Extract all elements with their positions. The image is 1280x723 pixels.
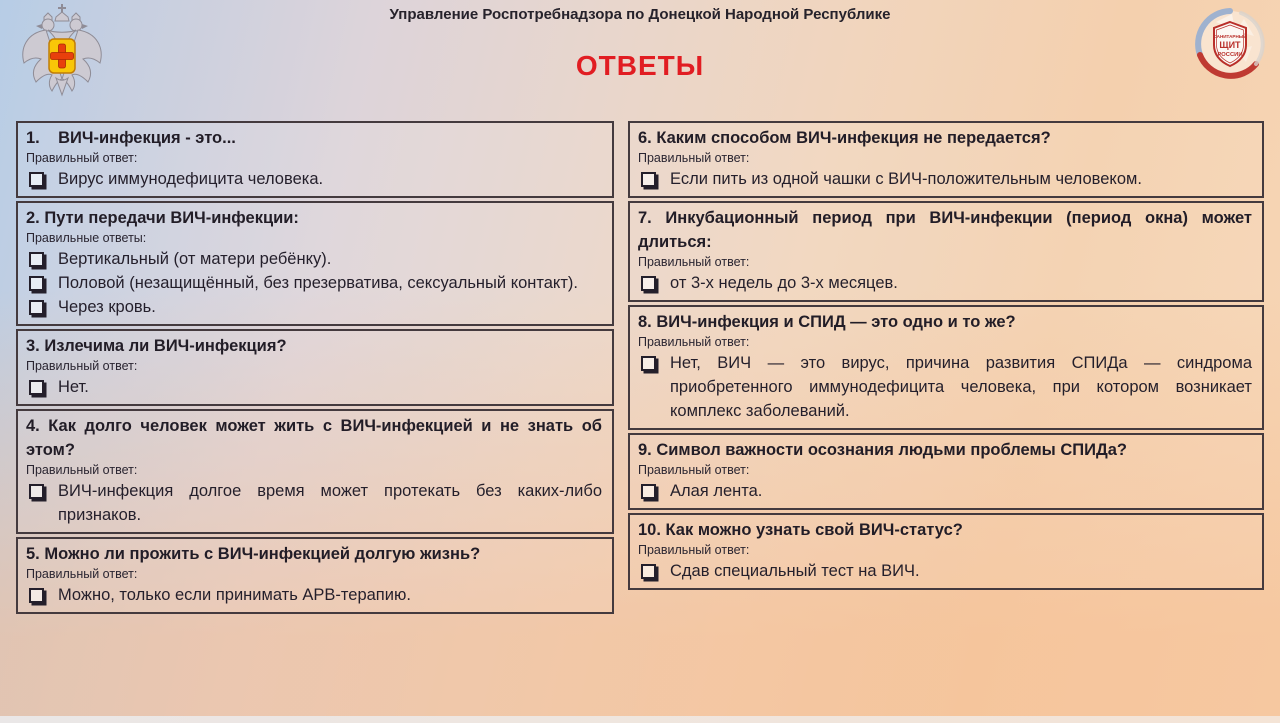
checkbox-icon xyxy=(29,276,44,291)
answer-item xyxy=(638,271,1252,295)
qa-box xyxy=(16,201,614,326)
answer-text: Нет. xyxy=(58,378,89,396)
answer-item xyxy=(26,583,602,607)
answer-item xyxy=(638,351,1252,423)
qa-box xyxy=(628,121,1264,198)
answer-label: Правильный ответ: xyxy=(638,335,750,349)
checkbox-icon xyxy=(29,172,44,187)
answer-text: Половой (незащищённый, без презерватива, сексуальный контакт). xyxy=(58,274,578,292)
left-column xyxy=(16,121,614,614)
answer-item xyxy=(638,479,1252,503)
checkbox-icon xyxy=(641,276,656,291)
qa-box xyxy=(16,121,614,198)
qa-box xyxy=(16,409,614,534)
qa-box xyxy=(628,433,1264,510)
answer-label: Правильный ответ: xyxy=(638,151,750,165)
checkbox-icon xyxy=(29,380,44,395)
qa-box xyxy=(16,329,614,406)
answer-item xyxy=(26,247,602,271)
shield-text-line1: САНИТАРНЫЙ xyxy=(1213,34,1247,39)
question-text: 9. Символ важности осознания людьми проблемы СПИДа? xyxy=(638,441,1128,459)
answer-label: Правильный ответ: xyxy=(26,567,138,581)
checkbox-icon xyxy=(29,252,44,267)
checkbox-icon xyxy=(641,564,656,579)
question-text: 7. Инкубационный период при ВИЧ-инфекции (период окна) может длиться: xyxy=(638,209,1252,251)
qa-box xyxy=(628,513,1264,590)
answer-label: Правильные ответы: xyxy=(26,231,147,245)
answer-text: Можно, только если принимать АРВ-терапию. xyxy=(58,586,411,604)
answer-label: Правильный ответ: xyxy=(26,359,138,373)
shield-text-line3: РОССИИ xyxy=(1217,52,1243,58)
question-text: 10. Как можно узнать свой ВИЧ-статус? xyxy=(638,521,963,539)
right-column xyxy=(628,121,1264,590)
question-text: 6. Каким способом ВИЧ-инфекция не передается? xyxy=(638,129,1051,147)
checkbox-icon xyxy=(29,588,44,603)
qa-box xyxy=(628,201,1264,302)
question-text: 3. Излечима ли ВИЧ-инфекция? xyxy=(26,337,287,355)
answer-text: Сдав специальный тест на ВИЧ. xyxy=(670,562,920,580)
answer-label: Правильный ответ: xyxy=(638,543,750,557)
checkbox-icon xyxy=(641,172,656,187)
answer-item xyxy=(638,167,1252,191)
answers-columns xyxy=(16,121,1264,614)
sanitary-shield-icon xyxy=(1192,6,1268,82)
sanitary-shield-logo-icon xyxy=(1192,6,1268,82)
answer-item xyxy=(26,479,602,527)
question-text: 5. Можно ли прожить с ВИЧ-инфекцией долгую жизнь? xyxy=(26,545,481,563)
qa-box xyxy=(628,305,1264,430)
checkbox-icon xyxy=(29,300,44,315)
answer-text: ВИЧ-инфекция долгое время может протекать без каких-либо признаков. xyxy=(58,482,602,524)
question-text: 4. Как долго человек может жить с ВИЧ-инфекцией и не знать об этом? xyxy=(26,417,602,459)
question-text: 2. Пути передачи ВИЧ-инфекции: xyxy=(26,209,299,227)
answer-label: Правильный ответ: xyxy=(638,255,750,269)
checkbox-icon xyxy=(641,484,656,499)
checkbox-icon xyxy=(641,356,656,371)
question-text: 1. ВИЧ-инфекция - это... xyxy=(26,129,236,147)
answer-label: Правильный ответ: xyxy=(26,151,138,165)
answer-text: Нет, ВИЧ — это вирус, причина развития СПИДа — синдрома приобретенного иммунодефицита человека, при котором возникает комплекс заболеваний. xyxy=(670,354,1252,420)
qa-box xyxy=(16,537,614,614)
question-text: 8. ВИЧ-инфекция и СПИД — это одно и то же? xyxy=(638,313,1016,331)
answer-text: Через кровь. xyxy=(58,298,156,316)
answer-item xyxy=(26,167,602,191)
answer-text: Если пить из одной чашки с ВИЧ-положительным человеком. xyxy=(670,170,1142,188)
answer-item xyxy=(26,295,602,319)
page-title: ОТВЕТЫ xyxy=(575,50,705,81)
answer-item xyxy=(26,271,602,295)
answer-item xyxy=(26,375,602,399)
answer-text: Вирус иммунодефицита человека. xyxy=(58,170,324,188)
org-title: Управление Роспотребнадзора по Донецкой Народной Республике xyxy=(389,6,891,23)
answer-item xyxy=(638,559,1252,583)
answer-label: Правильный ответ: xyxy=(26,463,138,477)
checkbox-icon xyxy=(29,484,44,499)
answer-text: от 3-х недель до 3-х месяцев. xyxy=(670,274,898,292)
answer-text: Вертикальный (от матери ребёнку). xyxy=(58,250,332,268)
answer-text: Алая лента. xyxy=(670,482,763,500)
answer-label: Правильный ответ: xyxy=(638,463,750,477)
shield-text-line2: ЩИТ xyxy=(1219,40,1241,50)
bottom-strip xyxy=(0,716,1280,723)
